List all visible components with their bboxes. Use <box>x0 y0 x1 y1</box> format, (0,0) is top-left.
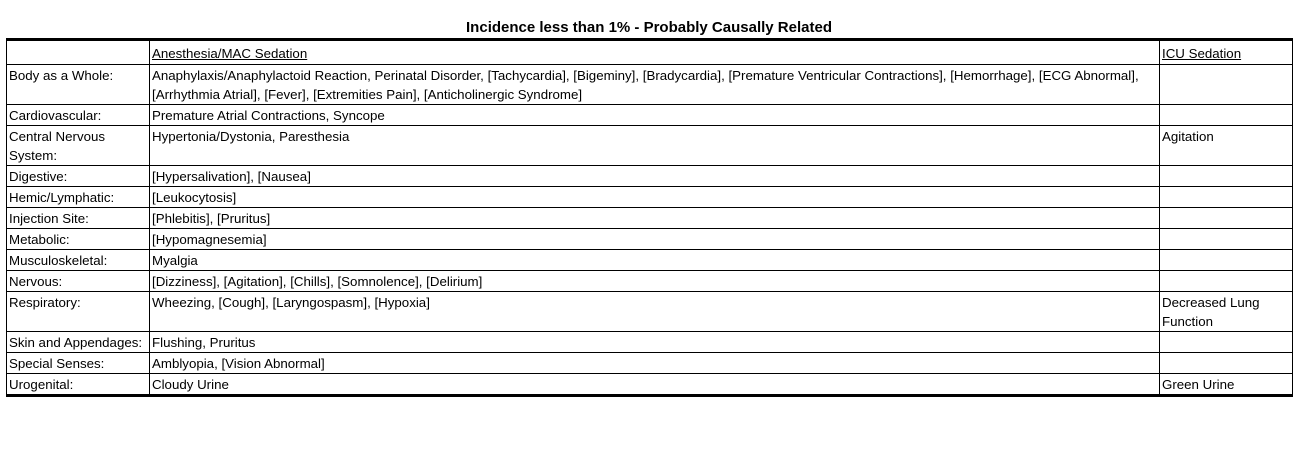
body-system-cell: Special Senses: <box>7 353 150 374</box>
table-row <box>7 353 1293 374</box>
anesthesia-cell: Hypertonia/Dystonia, Paresthesia <box>150 126 1160 166</box>
body-system-cell: Musculoskeletal: <box>7 250 150 271</box>
body-system-cell: Injection Site: <box>7 208 150 229</box>
table-title: Incidence less than 1% - Probably Causally Related <box>466 19 832 36</box>
body-system-cell: Cardiovascular: <box>7 105 150 126</box>
table-row <box>7 65 1293 105</box>
icu-cell <box>1160 187 1293 208</box>
anesthesia-cell: [Dizziness], [Agitation], [Chills], [Somnolence], [Delirium] <box>150 271 1160 292</box>
anesthesia-cell: [Hypomagnesemia] <box>150 229 1160 250</box>
icu-cell <box>1160 250 1293 271</box>
icu-cell <box>1160 353 1293 374</box>
table-row <box>7 250 1293 271</box>
icu-cell <box>1160 332 1293 353</box>
table-row <box>7 187 1293 208</box>
anesthesia-cell: [Phlebitis], [Pruritus] <box>150 208 1160 229</box>
icu-cell: Decreased Lung Function <box>1160 292 1293 332</box>
icu-cell <box>1160 166 1293 187</box>
anesthesia-cell: Anaphylaxis/Anaphylactoid Reaction, Perinatal Disorder, [Tachycardia], [Bigeminy], [Bradycardia], [Premature Ventricular Contractions], [Hemorrhage], [ECG Abnormal], [Arrhythmia Atrial], [Fever], [Extremities Pain], [Anticholinergic Syndrome] <box>150 65 1160 105</box>
icu-cell <box>1160 208 1293 229</box>
anesthesia-cell: Myalgia <box>150 250 1160 271</box>
table-row <box>7 208 1293 229</box>
body-system-cell: Nervous: <box>7 271 150 292</box>
header-blank-cell <box>7 40 150 65</box>
anesthesia-cell: Wheezing, [Cough], [Laryngospasm], [Hypoxia] <box>150 292 1160 332</box>
table-row <box>7 105 1293 126</box>
body-system-cell: Body as a Whole: <box>7 65 150 105</box>
header-anesthesia-mac-sedation: Anesthesia/MAC Sedation <box>150 40 1160 65</box>
adverse-events-table <box>6 38 1293 397</box>
anesthesia-cell: Flushing, Pruritus <box>150 332 1160 353</box>
body-system-cell: Respiratory: <box>7 292 150 332</box>
table-row <box>7 229 1293 250</box>
header-icu-sedation: ICU Sedation <box>1160 40 1293 65</box>
table-row <box>7 374 1293 396</box>
icu-cell <box>1160 65 1293 105</box>
body-system-cell: Urogenital: <box>7 374 150 396</box>
icu-cell: Green Urine <box>1160 374 1293 396</box>
header-row <box>7 40 1293 65</box>
table-row <box>7 126 1293 166</box>
table-row <box>7 271 1293 292</box>
body-system-cell: Digestive: <box>7 166 150 187</box>
table-row <box>7 166 1293 187</box>
icu-cell <box>1160 105 1293 126</box>
table-row <box>7 332 1293 353</box>
anesthesia-cell: [Leukocytosis] <box>150 187 1160 208</box>
icu-cell <box>1160 271 1293 292</box>
body-system-cell: Skin and Appendages: <box>7 332 150 353</box>
anesthesia-cell: [Hypersalivation], [Nausea] <box>150 166 1160 187</box>
body-system-cell: Metabolic: <box>7 229 150 250</box>
icu-cell <box>1160 229 1293 250</box>
anesthesia-cell: Cloudy Urine <box>150 374 1160 396</box>
icu-cell: Agitation <box>1160 126 1293 166</box>
table-row <box>7 292 1293 332</box>
body-system-cell: Hemic/Lymphatic: <box>7 187 150 208</box>
anesthesia-cell: Premature Atrial Contractions, Syncope <box>150 105 1160 126</box>
body-system-cell: Central Nervous System: <box>7 126 150 166</box>
anesthesia-cell: Amblyopia, [Vision Abnormal] <box>150 353 1160 374</box>
